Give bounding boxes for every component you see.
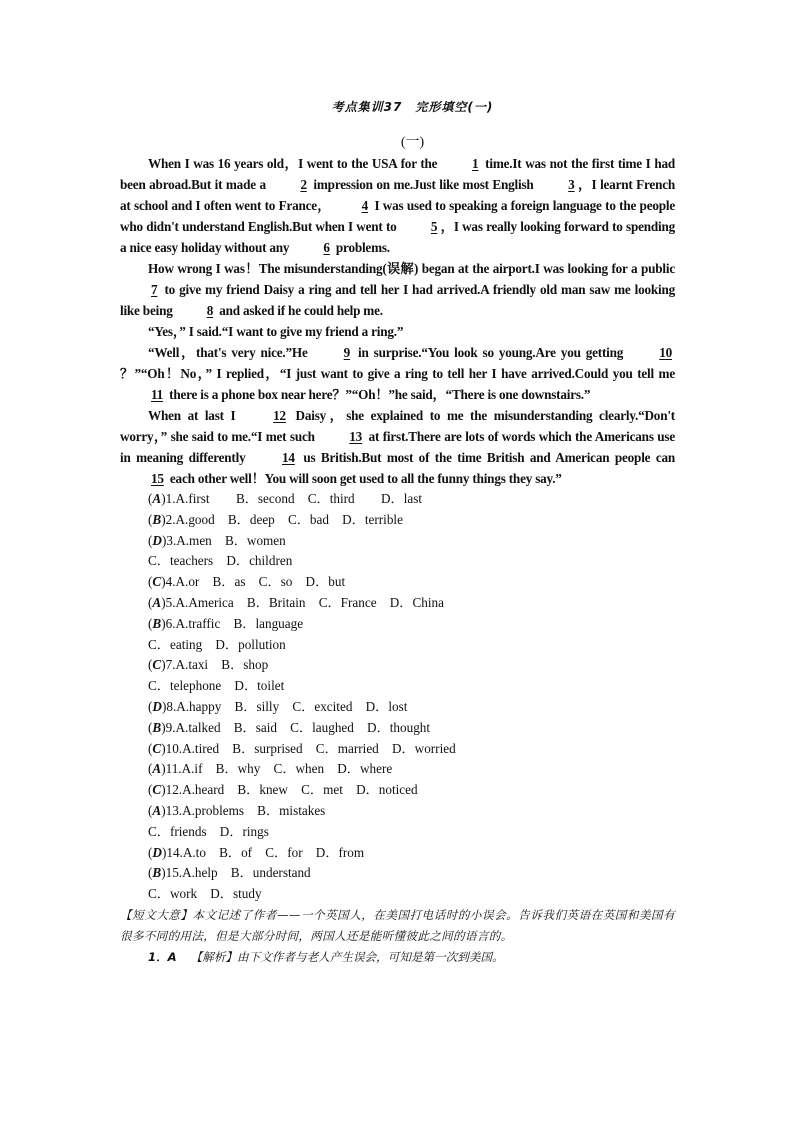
answer-option-text: 6.A.traffic B．language — [165, 615, 304, 631]
passage-text: When I was 16 years old，I went to the USA for the — [148, 156, 442, 171]
passage-text: there is a phone box near here？”“Oh！”he said，“There is one downstairs.” — [166, 387, 591, 402]
analysis-item-number: 1．A — [148, 949, 177, 964]
passage-paragraph — [120, 342, 675, 405]
document-page — [120, 98, 675, 968]
passage-text: ？”“Oh！No，” I replied，“I just want to give a ring to tell her I have arrived.Could you tell me — [120, 366, 675, 381]
passage-text: How wrong I was！The misunderstanding(误解) began at the airport.I was looking for a public — [148, 261, 675, 276]
answer-key: A — [152, 594, 162, 610]
blank-3: 3 — [568, 177, 575, 192]
passage-text: each other well！You will soon get used to all the funny things they say.” — [166, 471, 562, 486]
answer-option-text: C．telephone D．toilet — [148, 678, 285, 694]
answer-key: C — [152, 782, 162, 798]
answer-option-line: (B)6.A.traffic B．language — [148, 615, 304, 631]
answer-key: D — [152, 844, 162, 860]
passage-text: ，I learnt French at school and I often went to France， — [120, 177, 675, 213]
answer-option-text: 2.A.good B．deep C．bad D．terrible — [165, 511, 403, 527]
answer-option-line: (A)13.A.problems B．mistakes — [148, 802, 326, 818]
answer-option-line: (B)2.A.good B．deep C．bad D．terrible — [148, 511, 403, 527]
answer-option-line: (D)3.A.men B．women — [148, 532, 286, 548]
blank-11: 11 — [151, 387, 164, 402]
answer-option-text: C．teachers D．children — [148, 553, 293, 569]
blank-14: 14 — [282, 450, 295, 465]
blank-15: 15 — [151, 471, 164, 486]
passage-text: and asked if he could help me. — [216, 303, 383, 318]
answer-option-text: 12.A.heard B．knew C．met D．noticed — [165, 782, 418, 798]
answer-key: B — [152, 511, 162, 527]
passage-text: to give my friend Daisy a ring and tell her I had arrived.A friendly old man saw me looking like being — [120, 282, 675, 318]
answer-option-line: (A)11.A.if B．why C．when D．where — [148, 761, 393, 777]
answer-option-text: C．friends D．rings — [148, 823, 269, 839]
passage-paragraph — [120, 258, 675, 321]
answer-analysis — [120, 947, 675, 968]
passage-text: problems. — [332, 240, 390, 255]
answer-option-text: 11.A.if B．why C．when D．where — [165, 761, 393, 777]
page-title: 考点集训37 完形填空(一) — [331, 100, 494, 114]
answer-option-text: 7.A.taxi B．shop — [165, 657, 269, 673]
answer-key: B — [152, 615, 162, 631]
passage-paragraph — [120, 321, 675, 342]
passage-text: When at last I — [148, 408, 243, 423]
answer-option-text: 9.A.talked B．said C．laughed D．thought — [165, 719, 431, 735]
answer-option-line: (D)8.A.happy B．silly C．excited D．lost — [148, 698, 408, 714]
passage-text: impression on me.Just like most English — [309, 177, 538, 192]
blank-8: 8 — [206, 303, 214, 318]
blank-6: 6 — [323, 240, 330, 255]
answer-key: B — [152, 719, 162, 735]
passage-text: ，I was really looking forward to spending a nice easy holiday without any — [120, 219, 675, 255]
answer-option-line: (C)10.A.tired B．surprised C．married D．worried — [148, 740, 456, 756]
passage-text: us British.But most of the time British and American people can — [297, 450, 676, 465]
passage-summary: 【短文大意】本文记述了作者——一个英国人，在美国打电话时的小误会。告诉我们英语在英国和美国有很多不同的用法，但是大部分时间，两国人还是能听懂彼此之间的语言的。 — [120, 907, 675, 943]
answer-option-line: (C)12.A.heard B．knew C．met D．noticed — [148, 782, 418, 798]
answer-option-text: 15.A.help B．understand — [165, 865, 311, 881]
answer-key: A — [152, 802, 162, 818]
blank-13: 13 — [349, 429, 363, 444]
answer-option-line: (D)14.A.to B．of C．for D．from — [148, 844, 365, 860]
answer-option-text: 14.A.to B．of C．for D．from — [166, 844, 365, 860]
passage-text: “Well，that's very nice.”He — [148, 345, 313, 360]
passage-text: time.It was not the first time I had been abroad.But it made a — [120, 156, 675, 192]
cloze-passage — [120, 153, 675, 489]
answer-option-text: 10.A.tired B．surprised C．married D．worried — [165, 740, 456, 756]
answer-option-text: 1.A.first B．second C．third D．last — [165, 491, 423, 506]
passage-text: in surprise.“You look so young.Are you getting — [353, 345, 629, 360]
answer-options-list — [120, 489, 675, 905]
answer-option-line: (A)1.A.first B．second C．third D．last — [148, 491, 423, 506]
answer-key: D — [152, 698, 162, 714]
passage-text: at first.There are lots of words which the Americans use in meaning differently — [120, 429, 675, 465]
answer-key: A — [152, 761, 162, 777]
answer-option-line: (C)4.A.or B．as C．so D．but — [148, 574, 346, 590]
blank-5: 5 — [430, 219, 438, 234]
blank-1: 1 — [472, 156, 479, 171]
answer-option-text: C．work D．study — [148, 886, 262, 902]
answer-option-line — [120, 822, 675, 843]
answer-option-line — [120, 884, 675, 905]
answer-option-text: 3.A.men B．women — [166, 532, 286, 548]
blank-4: 4 — [361, 198, 369, 213]
passage-text: Daisy，she explained to me the misunderstanding clearly.“Don't worry，” she said to me.“I met such — [120, 408, 675, 444]
answer-option-line: (B)15.A.help B．understand — [148, 865, 311, 881]
answer-option-line — [120, 551, 675, 572]
answer-option-line — [120, 676, 675, 697]
answer-option-line: (A)5.A.America B．Britain C．France D．China — [148, 594, 444, 610]
answer-option-text: C．eating D．pollution — [148, 636, 286, 652]
answer-key: C — [152, 574, 162, 590]
blank-2: 2 — [300, 177, 307, 192]
answer-key: C — [152, 740, 162, 756]
section-label: (一) — [400, 135, 425, 150]
blank-7: 7 — [151, 282, 158, 297]
answer-option-text: 8.A.happy B．silly C．excited D．lost — [166, 698, 408, 714]
answer-option-text: 4.A.or B．as C．so D．but — [165, 574, 346, 590]
answer-key: D — [152, 532, 162, 548]
answer-option-text: 13.A.problems B．mistakes — [165, 802, 326, 818]
blank-10: 10 — [659, 345, 672, 360]
passage-text: “Yes，” I said.“I want to give my friend a ring.” — [148, 324, 404, 339]
passage-text: I was used to speaking a foreign language to the people who didn't understand English.But when I went to — [120, 198, 675, 234]
answer-option-line — [120, 635, 675, 656]
passage-paragraph — [120, 405, 675, 489]
answer-key: C — [152, 657, 162, 673]
answer-option-text: 5.A.America B．Britain C．France D．China — [165, 594, 444, 610]
answer-key: A — [152, 491, 162, 506]
blank-12: 12 — [273, 408, 286, 423]
blank-9: 9 — [343, 345, 351, 360]
passage-paragraph — [120, 153, 675, 258]
answer-option-line: (B)9.A.talked B．said C．laughed D．thought — [148, 719, 431, 735]
answer-option-line: (C)7.A.taxi B．shop — [148, 657, 269, 673]
answer-key: B — [152, 865, 162, 881]
analysis-text: 【解析】由下文作者与老人产生误会，可知是第一次到美国。 — [190, 949, 504, 964]
